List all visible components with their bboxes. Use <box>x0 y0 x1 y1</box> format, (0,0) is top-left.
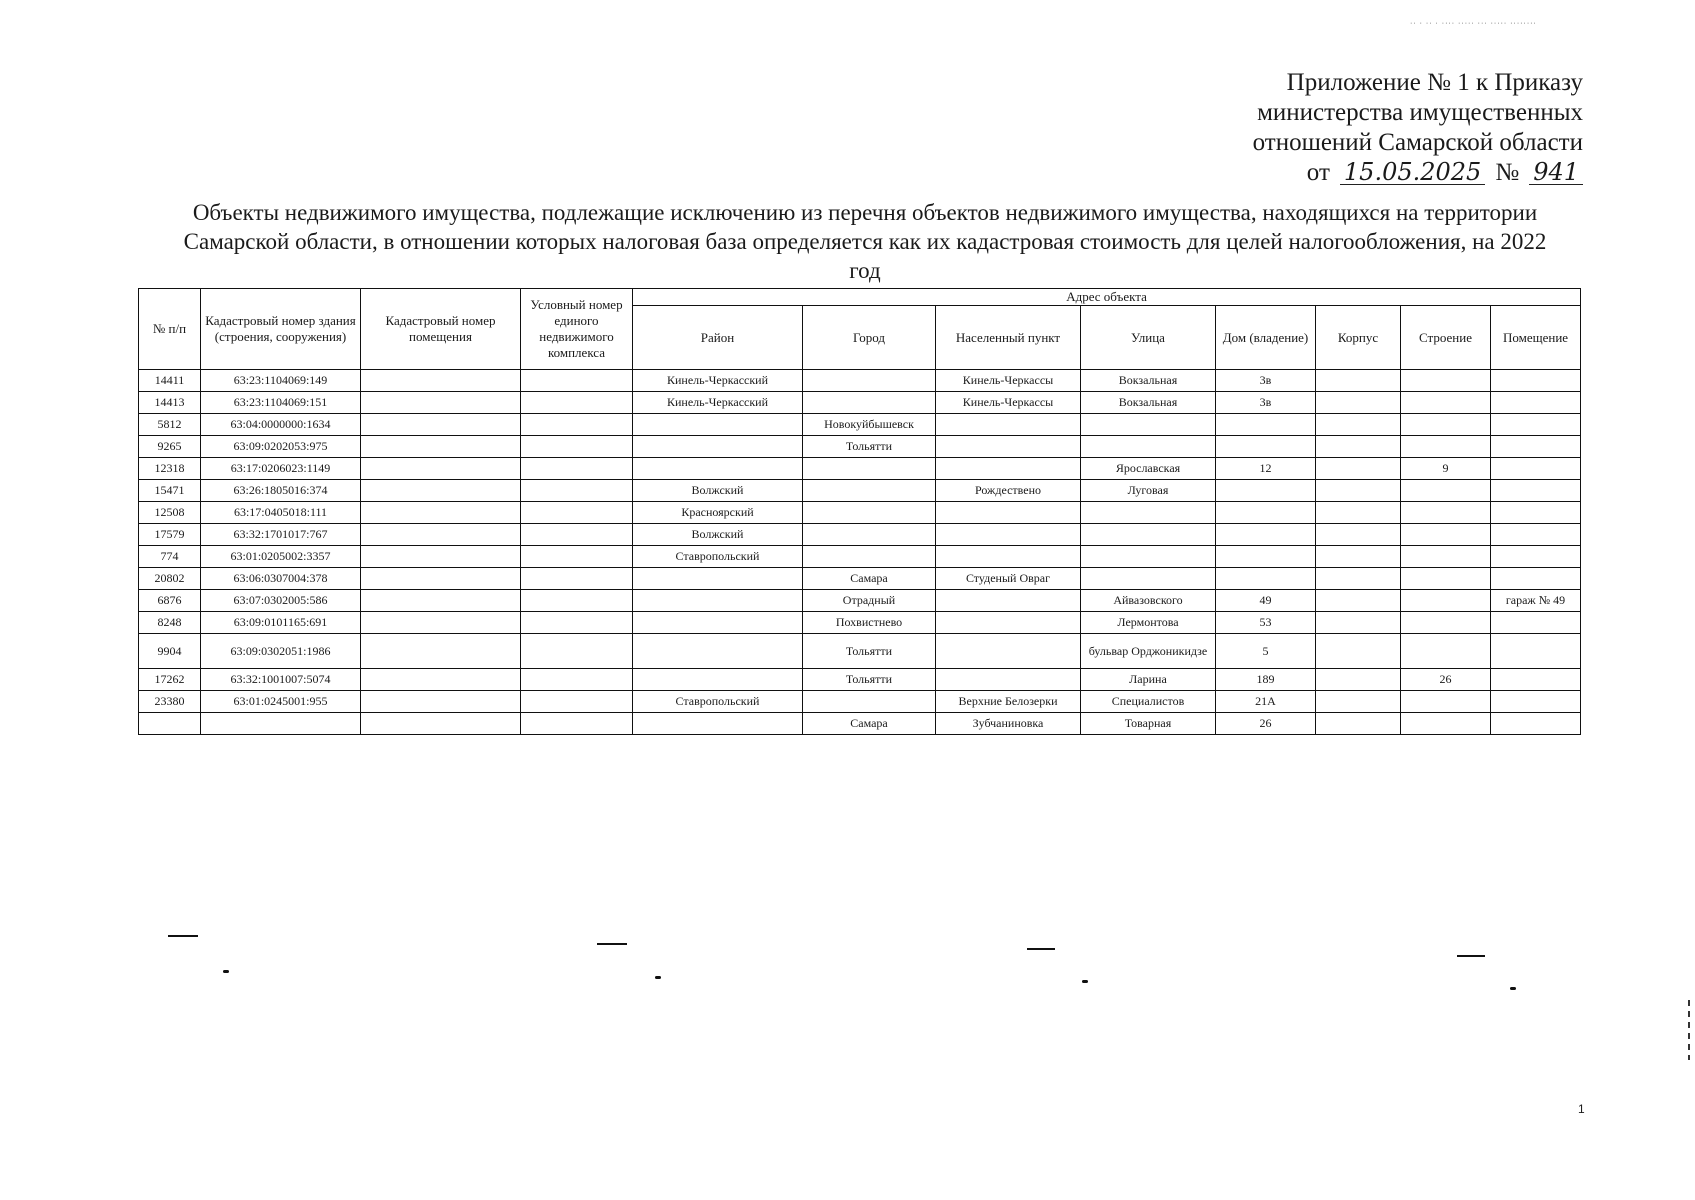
cell-district <box>633 669 803 691</box>
cell-cad: 63:06:0307004:378 <box>201 568 361 590</box>
cell-district <box>633 436 803 458</box>
scan-mark <box>1027 948 1055 950</box>
cell-stroenie: 9 <box>1401 458 1491 480</box>
scan-mark <box>223 970 229 973</box>
table-row <box>139 568 1581 590</box>
header-cad-building: Кадастровый номер здания (строения, сооружения) <box>201 289 361 370</box>
cell-korpus <box>1316 691 1401 713</box>
table-row <box>139 546 1581 568</box>
cell-street: бульвар Орджоникидзе <box>1081 634 1216 669</box>
cell-cond <box>521 634 633 669</box>
cell-settlement <box>936 612 1081 634</box>
cell-house: 189 <box>1216 669 1316 691</box>
table-row <box>139 458 1581 480</box>
cell-room <box>361 392 521 414</box>
cell-district: Волжский <box>633 524 803 546</box>
appendix-block <box>1163 68 1583 188</box>
cell-cond <box>521 480 633 502</box>
cell-house <box>1216 480 1316 502</box>
cell-cond <box>521 502 633 524</box>
cell-cond <box>521 612 633 634</box>
appendix-line-2: министерства имущественных <box>1257 99 1583 126</box>
cell-street <box>1081 502 1216 524</box>
cell-city <box>803 524 936 546</box>
table-row <box>139 370 1581 392</box>
cell-cond <box>521 414 633 436</box>
cell-district <box>633 414 803 436</box>
cell-korpus <box>1316 524 1401 546</box>
cell-city: Самара <box>803 713 936 735</box>
cell-num: 17579 <box>139 524 201 546</box>
cell-city: Новокуйбышевск <box>803 414 936 436</box>
table-row <box>139 392 1581 414</box>
cell-stroenie <box>1401 713 1491 735</box>
cell-stroenie <box>1401 691 1491 713</box>
cell-stroenie <box>1401 590 1491 612</box>
table-row <box>139 414 1581 436</box>
scan-mark <box>597 943 627 945</box>
cell-district <box>633 458 803 480</box>
cell-street: Товарная <box>1081 713 1216 735</box>
order-date: 15.05.2025 <box>1340 160 1485 185</box>
cell-house <box>1216 414 1316 436</box>
cell-cond <box>521 524 633 546</box>
scan-mark <box>1457 955 1485 957</box>
cell-city: Тольятти <box>803 634 936 669</box>
cell-room <box>361 458 521 480</box>
cell-district: Волжский <box>633 480 803 502</box>
cell-district <box>633 713 803 735</box>
cell-settlement <box>936 502 1081 524</box>
cell-stroenie <box>1401 370 1491 392</box>
cell-house <box>1216 568 1316 590</box>
cell-pomeshchenie <box>1491 524 1581 546</box>
cell-cond <box>521 458 633 480</box>
cell-korpus <box>1316 414 1401 436</box>
order-number: 941 <box>1529 160 1583 185</box>
cell-room <box>361 634 521 669</box>
cell-street <box>1081 568 1216 590</box>
cell-house: 49 <box>1216 590 1316 612</box>
cell-settlement: Студеный Овраг <box>936 568 1081 590</box>
cell-street: Луговая <box>1081 480 1216 502</box>
cell-stroenie <box>1401 612 1491 634</box>
cell-district: Ставропольский <box>633 691 803 713</box>
cell-cad <box>201 713 361 735</box>
cell-house: 3в <box>1216 392 1316 414</box>
cell-room <box>361 669 521 691</box>
cell-street: Вокзальная <box>1081 392 1216 414</box>
cell-room <box>361 414 521 436</box>
cell-cad: 63:09:0101165:691 <box>201 612 361 634</box>
cell-korpus <box>1316 436 1401 458</box>
cell-room <box>361 691 521 713</box>
cell-street: Айвазовского <box>1081 590 1216 612</box>
cell-house: 5 <box>1216 634 1316 669</box>
cell-room <box>361 502 521 524</box>
cell-district: Кинель-Черкасский <box>633 370 803 392</box>
cell-cad: 63:17:0206023:1149 <box>201 458 361 480</box>
cell-korpus <box>1316 502 1401 524</box>
cell-pomeshchenie <box>1491 414 1581 436</box>
cell-house: 3в <box>1216 370 1316 392</box>
cell-pomeshchenie <box>1491 546 1581 568</box>
header-num: № п/п <box>139 289 201 370</box>
cell-settlement <box>936 669 1081 691</box>
cell-settlement <box>936 458 1081 480</box>
table-row <box>139 436 1581 458</box>
cell-street: Ларина <box>1081 669 1216 691</box>
header-pomeshchenie: Помещение <box>1491 306 1581 370</box>
cell-street <box>1081 414 1216 436</box>
table-row <box>139 634 1581 669</box>
cell-korpus <box>1316 370 1401 392</box>
cell-settlement: Кинель-Черкассы <box>936 392 1081 414</box>
cell-street <box>1081 436 1216 458</box>
cell-cond <box>521 436 633 458</box>
cell-city: Самара <box>803 568 936 590</box>
cell-cad: 63:26:1805016:374 <box>201 480 361 502</box>
cell-room <box>361 436 521 458</box>
cell-cond <box>521 568 633 590</box>
table-row <box>139 480 1581 502</box>
cell-cond <box>521 546 633 568</box>
cell-house <box>1216 546 1316 568</box>
header-address: Адрес объекта <box>633 289 1581 306</box>
cell-pomeshchenie <box>1491 713 1581 735</box>
cell-num: 774 <box>139 546 201 568</box>
cell-cad: 63:07:0302005:586 <box>201 590 361 612</box>
cell-room <box>361 590 521 612</box>
cell-stroenie <box>1401 546 1491 568</box>
cell-cad: 63:04:0000000:1634 <box>201 414 361 436</box>
cell-settlement <box>936 546 1081 568</box>
header-city: Город <box>803 306 936 370</box>
cell-house: 26 <box>1216 713 1316 735</box>
cell-settlement: Верхние Белозерки <box>936 691 1081 713</box>
cell-pomeshchenie <box>1491 480 1581 502</box>
number-prefix: № <box>1495 159 1520 186</box>
cell-settlement <box>936 436 1081 458</box>
cell-cad: 63:01:0205002:3357 <box>201 546 361 568</box>
cell-settlement <box>936 590 1081 612</box>
cell-district <box>633 634 803 669</box>
cell-street: Лермонтова <box>1081 612 1216 634</box>
cell-korpus <box>1316 546 1401 568</box>
scan-mark <box>1510 987 1516 990</box>
cell-num: 9904 <box>139 634 201 669</box>
cell-district: Ставропольский <box>633 546 803 568</box>
cell-room <box>361 568 521 590</box>
cell-num: 6876 <box>139 590 201 612</box>
cell-pomeshchenie <box>1491 612 1581 634</box>
date-prefix: от <box>1306 159 1330 186</box>
cell-district: Красноярский <box>633 502 803 524</box>
cell-room <box>361 370 521 392</box>
cell-korpus <box>1316 713 1401 735</box>
cell-city <box>803 370 936 392</box>
cell-cond <box>521 713 633 735</box>
header-settlement: Населенный пункт <box>936 306 1081 370</box>
cell-pomeshchenie <box>1491 502 1581 524</box>
header-korpus: Корпус <box>1316 306 1401 370</box>
table-row <box>139 691 1581 713</box>
cell-room <box>361 480 521 502</box>
cell-cond <box>521 370 633 392</box>
cell-pomeshchenie <box>1491 458 1581 480</box>
scan-mark <box>168 935 198 937</box>
cell-district <box>633 590 803 612</box>
cell-street: Ярославская <box>1081 458 1216 480</box>
page-number: 1 <box>1578 1102 1585 1116</box>
cell-pomeshchenie: гараж № 49 <box>1491 590 1581 612</box>
cell-cond <box>521 392 633 414</box>
cell-korpus <box>1316 634 1401 669</box>
header-cond-num: Условный номер единого недвижимого комплекса <box>521 289 633 370</box>
cell-city <box>803 546 936 568</box>
cell-cond <box>521 669 633 691</box>
cell-street: Вокзальная <box>1081 370 1216 392</box>
cell-korpus <box>1316 612 1401 634</box>
cell-num: 5812 <box>139 414 201 436</box>
cell-korpus <box>1316 480 1401 502</box>
header-house: Дом (владение) <box>1216 306 1316 370</box>
table-row <box>139 612 1581 634</box>
cell-room <box>361 612 521 634</box>
scan-mark <box>655 976 661 979</box>
cell-korpus <box>1316 669 1401 691</box>
cell-stroenie <box>1401 524 1491 546</box>
cell-num <box>139 713 201 735</box>
cell-city <box>803 502 936 524</box>
cell-stroenie <box>1401 502 1491 524</box>
objects-table-wrapper <box>138 288 1580 735</box>
table-row <box>139 713 1581 735</box>
cell-house: 53 <box>1216 612 1316 634</box>
table-row <box>139 590 1581 612</box>
objects-table <box>138 288 1581 735</box>
cell-house: 12 <box>1216 458 1316 480</box>
table-row <box>139 524 1581 546</box>
cell-settlement <box>936 634 1081 669</box>
cell-city: Отрадный <box>803 590 936 612</box>
cell-num: 15471 <box>139 480 201 502</box>
cell-num: 12318 <box>139 458 201 480</box>
cell-city: Тольятти <box>803 669 936 691</box>
cell-stroenie: 26 <box>1401 669 1491 691</box>
cell-num: 8248 <box>139 612 201 634</box>
cell-cad: 63:17:0405018:111 <box>201 502 361 524</box>
header-street: Улица <box>1081 306 1216 370</box>
cell-city <box>803 458 936 480</box>
cell-num: 20802 <box>139 568 201 590</box>
cell-korpus <box>1316 458 1401 480</box>
cell-korpus <box>1316 392 1401 414</box>
cell-num: 23380 <box>139 691 201 713</box>
cell-cond <box>521 691 633 713</box>
cell-pomeshchenie <box>1491 634 1581 669</box>
header-district: Район <box>633 306 803 370</box>
scan-edge-mark <box>1688 1000 1690 1060</box>
cell-korpus <box>1316 568 1401 590</box>
cell-cond <box>521 590 633 612</box>
cell-house <box>1216 502 1316 524</box>
cell-pomeshchenie <box>1491 691 1581 713</box>
cell-num: 17262 <box>139 669 201 691</box>
cell-city <box>803 480 936 502</box>
cell-district: Кинель-Черкасский <box>633 392 803 414</box>
table-row <box>139 502 1581 524</box>
cell-city <box>803 392 936 414</box>
table-row <box>139 669 1581 691</box>
cell-district <box>633 568 803 590</box>
cell-cad: 63:09:0202053:975 <box>201 436 361 458</box>
cell-pomeshchenie <box>1491 669 1581 691</box>
cell-num: 14413 <box>139 392 201 414</box>
cell-street: Специалистов <box>1081 691 1216 713</box>
cell-settlement <box>936 414 1081 436</box>
cell-num: 9265 <box>139 436 201 458</box>
cell-stroenie <box>1401 634 1491 669</box>
appendix-date-line <box>1163 158 1583 188</box>
cell-city: Тольятти <box>803 436 936 458</box>
cell-korpus <box>1316 590 1401 612</box>
cell-stroenie <box>1401 414 1491 436</box>
cell-settlement: Зубчаниновка <box>936 713 1081 735</box>
cell-pomeshchenie <box>1491 436 1581 458</box>
cell-street <box>1081 524 1216 546</box>
cell-city: Похвистнево <box>803 612 936 634</box>
cell-cad: 63:09:0302051:1986 <box>201 634 361 669</box>
header-cad-room: Кадастровый номер помещения <box>361 289 521 370</box>
cell-stroenie <box>1401 480 1491 502</box>
cell-stroenie <box>1401 392 1491 414</box>
cell-pomeshchenie <box>1491 568 1581 590</box>
cell-city <box>803 691 936 713</box>
appendix-line-1: Приложение № 1 к Приказу <box>1286 69 1583 96</box>
appendix-line-3: отношений Самарской области <box>1252 129 1583 156</box>
cell-cad: 63:32:1001007:5074 <box>201 669 361 691</box>
cell-cad: 63:32:1701017:767 <box>201 524 361 546</box>
cell-house: 21А <box>1216 691 1316 713</box>
cell-room <box>361 713 521 735</box>
cell-district <box>633 612 803 634</box>
cell-stroenie <box>1401 436 1491 458</box>
scan-mark <box>1082 980 1088 983</box>
cell-pomeshchenie <box>1491 392 1581 414</box>
scan-header-noise: ·· · ·· · ···· ····· ··· ····· ········ <box>1410 20 1537 27</box>
cell-house <box>1216 436 1316 458</box>
cell-house <box>1216 524 1316 546</box>
cell-settlement: Рождествено <box>936 480 1081 502</box>
cell-pomeshchenie <box>1491 370 1581 392</box>
cell-room <box>361 546 521 568</box>
cell-cad: 63:01:0245001:955 <box>201 691 361 713</box>
cell-cad: 63:23:1104069:151 <box>201 392 361 414</box>
cell-room <box>361 524 521 546</box>
document-title: Объекты недвижимого имущества, подлежащие исключению из перечня объектов недвижимого имущества, находящихся на территории Самарской области, в отношении которых налоговая база определяется как их кадастровая стоимость для целей налогообложения, на 2022 год <box>183 200 1547 283</box>
cell-num: 14411 <box>139 370 201 392</box>
cell-settlement <box>936 524 1081 546</box>
header-stroenie: Строение <box>1401 306 1491 370</box>
cell-num: 12508 <box>139 502 201 524</box>
cell-stroenie <box>1401 568 1491 590</box>
cell-street <box>1081 546 1216 568</box>
cell-cad: 63:23:1104069:149 <box>201 370 361 392</box>
cell-settlement: Кинель-Черкассы <box>936 370 1081 392</box>
